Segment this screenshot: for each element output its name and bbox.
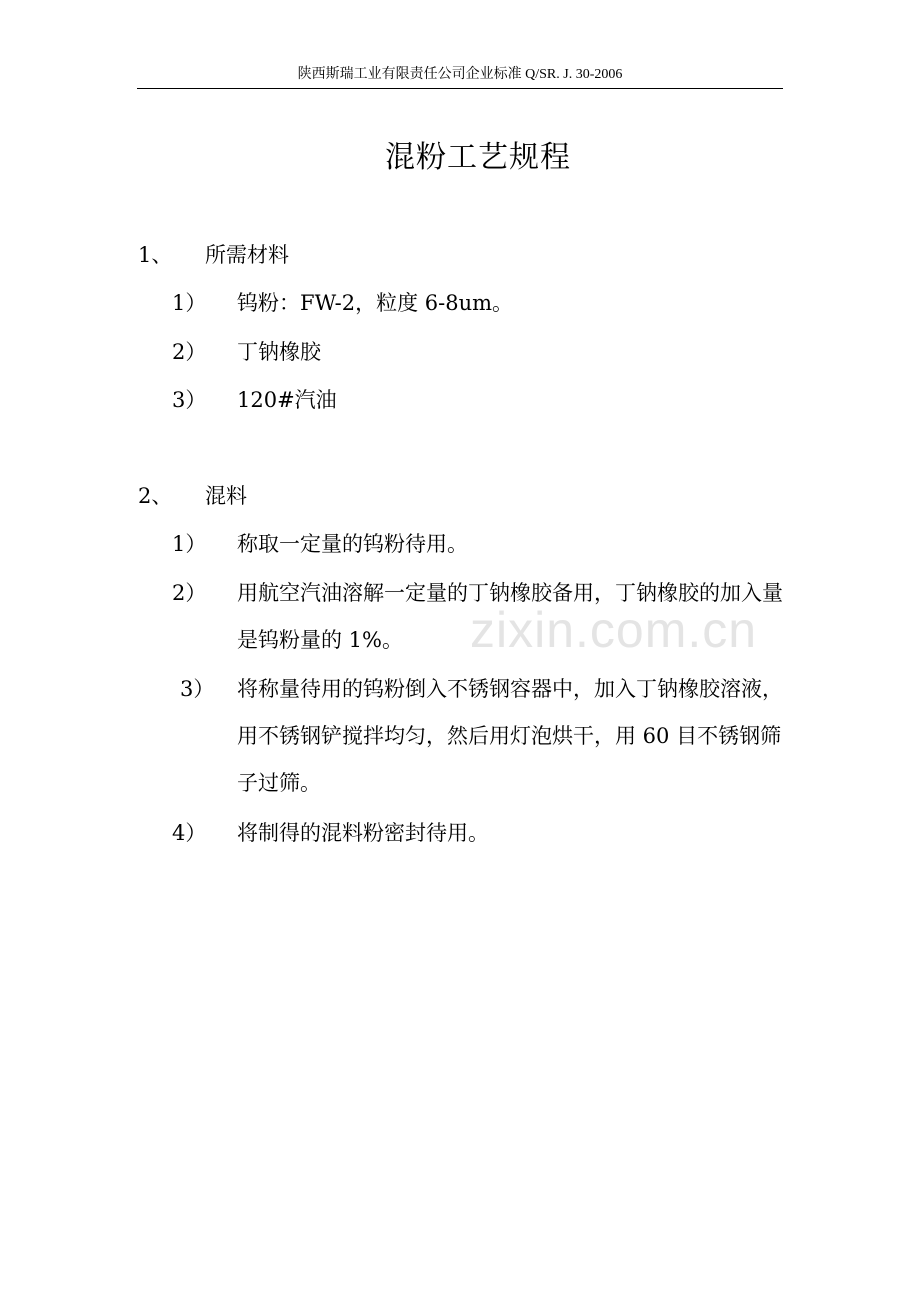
section-1-item-3-text: 120#汽油 bbox=[237, 388, 337, 412]
section-1-item-1-text: 钨粉：FW-2，粒度 6-8um。 bbox=[237, 291, 514, 315]
section-2-item-1-number: 1） bbox=[172, 532, 207, 556]
section-2-item-4-number: 4） bbox=[172, 821, 207, 845]
section-1-number: 1、 bbox=[138, 243, 173, 267]
watermark: zixin.com.cn bbox=[470, 602, 758, 658]
section-2-item-2-number: 2） bbox=[172, 581, 207, 605]
section-1-item-1-number: 1） bbox=[172, 291, 207, 315]
document-title: 混粉工艺规程 bbox=[385, 140, 571, 175]
section-2-item-1-text: 称取一定量的钨粉待用。 bbox=[237, 532, 468, 556]
section-2-item-3-number: 3） bbox=[180, 677, 215, 701]
section-1-item-3-number: 3） bbox=[172, 388, 207, 412]
header-rule bbox=[137, 88, 783, 89]
section-1-item-2-number: 2） bbox=[172, 340, 207, 364]
section-2-number: 2、 bbox=[138, 484, 173, 508]
section-2-item-4-text: 将制得的混料粉密封待用。 bbox=[237, 821, 489, 845]
section-2-item-2-text: 用航空汽油溶解一定量的丁钠橡胶备用，丁钠橡胶的加入量是钨粉量的 1%。 bbox=[237, 581, 783, 652]
section-1-item-2-text: 丁钠橡胶 bbox=[237, 340, 321, 364]
section-1-title: 所需材料 bbox=[205, 243, 289, 267]
page-header: 陕西斯瑞工业有限责任公司企业标准 Q/SR. J. 30-2006 bbox=[297, 67, 623, 82]
section-2-title: 混料 bbox=[205, 484, 247, 508]
section-2-item-3-text: 将称量待用的钨粉倒入不锈钢容器中，加入丁钠橡胶溶液，用不锈钢铲搅拌均匀，然后用灯泡烘干，用 60 目不锈钢筛子过筛。 bbox=[237, 677, 783, 795]
